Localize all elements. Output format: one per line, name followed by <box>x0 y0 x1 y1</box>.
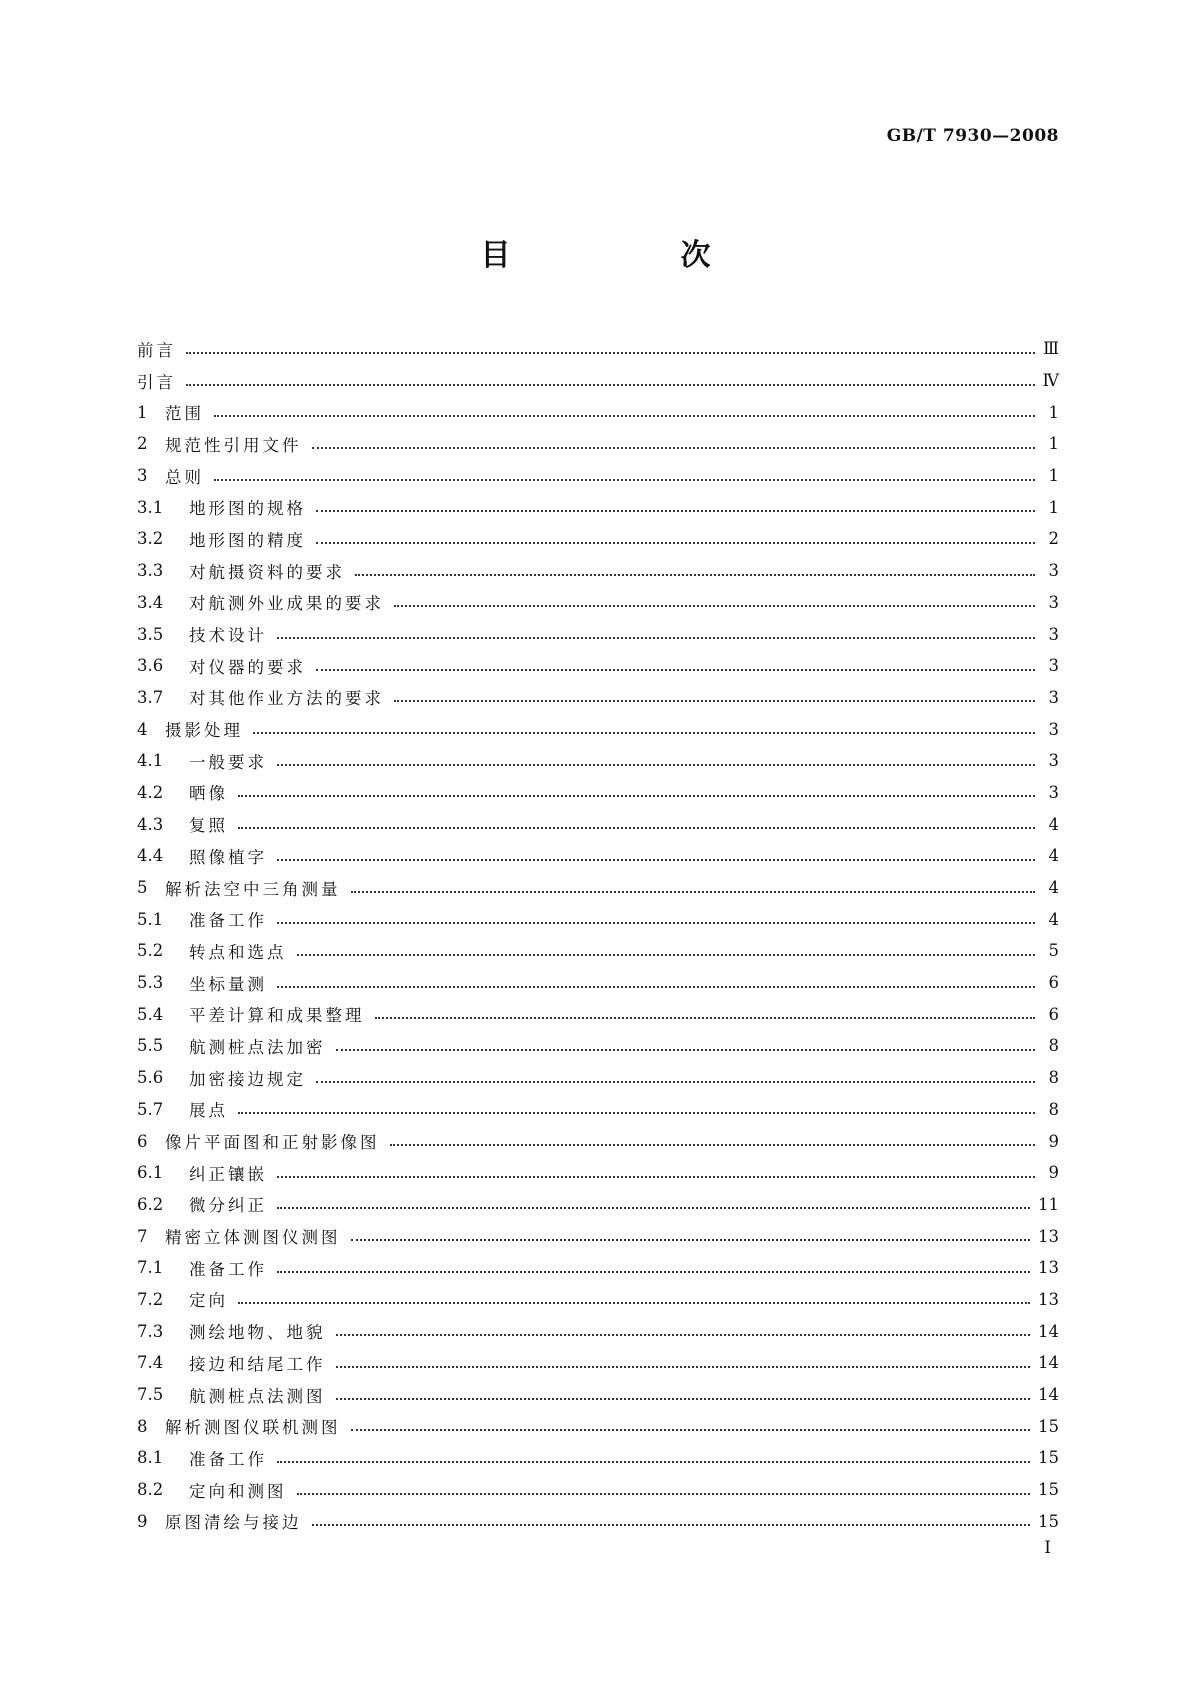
toc-entry-number: 5.5 <box>137 1036 164 1056</box>
toc-entry[interactable] <box>137 460 1059 492</box>
toc-entry-title: 规范性引用文件 <box>165 435 302 455</box>
toc-entry-title: 解析法空中三角测量 <box>165 879 341 899</box>
toc-entry[interactable] <box>137 1505 1059 1537</box>
toc-entry-number: 5 <box>137 878 148 898</box>
toc-leader-dots <box>351 891 1036 893</box>
toc-entry-page: 14 <box>1038 1353 1059 1373</box>
toc-entry-page: 9 <box>1048 1163 1059 1183</box>
toc-entry[interactable] <box>137 396 1059 428</box>
toc-entry-title: 总则 <box>165 467 204 487</box>
toc-entry[interactable] <box>137 1347 1059 1379</box>
toc-leader-dots <box>277 859 1035 861</box>
toc-leader-dots <box>238 795 1035 797</box>
toc-leader-dots <box>316 669 1035 671</box>
toc-leader-dots <box>214 479 1035 481</box>
toc-leader-dots <box>277 637 1035 639</box>
toc-entry[interactable] <box>137 872 1059 904</box>
toc-entry-page: 3 <box>1048 561 1059 581</box>
toc-entry-title: 技术设计 <box>189 626 267 646</box>
toc-entry-number: 4.3 <box>137 814 164 834</box>
toc-leader-dots <box>336 1049 1036 1051</box>
toc-entry-title: 对仪器的要求 <box>189 657 306 677</box>
toc-entry-number: 6.2 <box>137 1194 164 1214</box>
toc-entry-number: 4.2 <box>137 782 164 802</box>
toc-entry-page: 8 <box>1048 1068 1059 1088</box>
toc-entry-page: 4 <box>1048 846 1059 866</box>
toc-entry[interactable] <box>137 1030 1059 1062</box>
toc-entry-number: 3.5 <box>137 624 164 644</box>
toc-leader-dots <box>297 1493 1031 1495</box>
toc-entry-number: 9 <box>137 1511 148 1531</box>
toc-entry-title: 一般要求 <box>189 752 267 772</box>
toc-entry[interactable] <box>137 523 1059 555</box>
toc-entry-number: 3.2 <box>137 529 164 549</box>
toc-entry[interactable] <box>137 1410 1059 1442</box>
toc-entry-title: 定向 <box>189 1291 228 1311</box>
toc-entry[interactable] <box>137 1125 1059 1157</box>
toc-entry-title: 解析测图仪联机测图 <box>165 1418 341 1438</box>
toc-entry-title: 摄影处理 <box>165 721 243 741</box>
toc-entry-number: 5.3 <box>137 973 164 993</box>
toc-entry-title: 地形图的规格 <box>189 499 306 519</box>
toc-entry-title: 晒像 <box>189 784 228 804</box>
toc-leader-dots <box>277 764 1035 766</box>
toc-entry-page: 15 <box>1038 1480 1059 1500</box>
toc-entry-number: 3.4 <box>137 592 164 612</box>
toc-entry-number: 7.2 <box>137 1289 164 1309</box>
table-of-contents <box>137 333 1059 1537</box>
toc-entry[interactable] <box>137 967 1059 999</box>
toc-entry-title: 测绘地物、地貌 <box>189 1323 326 1343</box>
toc-leader-dots <box>277 986 1035 988</box>
toc-entry-page: 15 <box>1038 1416 1059 1436</box>
toc-entry-title: 加密接边规定 <box>189 1069 306 1089</box>
toc-entry[interactable] <box>137 935 1059 967</box>
toc-entry-page: 11 <box>1038 1194 1059 1214</box>
toc-entry-number: 7 <box>137 1226 148 1246</box>
toc-title: 目 次 <box>480 238 781 273</box>
toc-entry-number: 5.7 <box>137 1099 164 1119</box>
toc-entry-title: 准备工作 <box>189 1449 267 1469</box>
toc-entry-number: 5.2 <box>137 941 164 961</box>
toc-entry-title: 精密立体测图仪测图 <box>165 1228 341 1248</box>
toc-entry[interactable] <box>137 1220 1059 1252</box>
toc-entry-title: 对航测外业成果的要求 <box>189 594 384 614</box>
toc-entry-number: 3.6 <box>137 656 164 676</box>
toc-entry-page: 6 <box>1048 1004 1059 1024</box>
toc-leader-dots <box>312 1524 1031 1526</box>
toc-entry-number: 7.1 <box>137 1258 164 1278</box>
toc-entry-title: 定向和测图 <box>189 1481 287 1501</box>
toc-entry[interactable] <box>137 428 1059 460</box>
toc-entry-page: 3 <box>1048 687 1059 707</box>
toc-entry-number: 5.6 <box>137 1068 164 1088</box>
toc-leader-dots <box>312 447 1036 449</box>
toc-entry-title: 接边和结尾工作 <box>189 1354 326 1374</box>
toc-entry-page: 4 <box>1048 814 1059 834</box>
toc-entry[interactable] <box>137 903 1059 935</box>
toc-entry-page: 14 <box>1038 1385 1059 1405</box>
toc-leader-dots <box>277 1271 1030 1273</box>
toc-entry-title: 前言 <box>137 340 176 360</box>
toc-leader-dots <box>253 732 1035 734</box>
toc-entry-page: 9 <box>1048 1131 1059 1151</box>
toc-entry-title: 复照 <box>189 816 228 836</box>
toc-entry-page: 8 <box>1048 1036 1059 1056</box>
toc-entry-number: 8 <box>137 1416 148 1436</box>
toc-entry-number: 4 <box>137 719 148 739</box>
toc-entry-page: Ⅲ <box>1043 339 1059 359</box>
toc-leader-dots <box>277 1176 1035 1178</box>
toc-entry[interactable] <box>137 587 1059 619</box>
toc-leader-dots <box>238 1302 1030 1304</box>
toc-entry-title: 展点 <box>189 1101 228 1121</box>
toc-entry[interactable] <box>137 1284 1059 1316</box>
document-code: GB/T 7930—2008 <box>886 126 1059 146</box>
toc-entry-page: 13 <box>1038 1226 1059 1246</box>
toc-entry-title: 航测桩点法测图 <box>189 1386 326 1406</box>
toc-entry-page: 4 <box>1048 878 1059 898</box>
toc-leader-dots <box>351 1239 1031 1241</box>
toc-entry-page: 13 <box>1038 1258 1059 1278</box>
toc-entry-title: 地形图的精度 <box>189 530 306 550</box>
toc-leader-dots <box>336 1398 1031 1400</box>
toc-entry-number: 3.1 <box>137 497 164 517</box>
toc-entry-number: 8.1 <box>137 1448 164 1468</box>
footer-page-number: I <box>1044 1538 1051 1558</box>
toc-entry[interactable] <box>137 808 1059 840</box>
toc-entry[interactable] <box>137 1442 1059 1474</box>
toc-entry-title: 坐标量测 <box>189 974 267 994</box>
toc-entry-page: 3 <box>1048 782 1059 802</box>
toc-entry-title: 对其他作业方法的要求 <box>189 689 384 709</box>
toc-entry-title: 转点和选点 <box>189 942 287 962</box>
toc-leader-dots <box>375 1017 1036 1019</box>
toc-entry[interactable] <box>137 998 1059 1030</box>
toc-leader-dots <box>394 605 1035 607</box>
toc-entry[interactable] <box>137 618 1059 650</box>
toc-entry-number: 1 <box>137 402 148 422</box>
toc-entry-page: 1 <box>1048 434 1059 454</box>
toc-entry-page: 15 <box>1038 1448 1059 1468</box>
toc-entry[interactable] <box>137 682 1059 714</box>
toc-entry[interactable] <box>137 333 1059 365</box>
toc-leader-dots <box>277 1461 1030 1463</box>
toc-entry-title: 准备工作 <box>189 1259 267 1279</box>
toc-entry-page: 3 <box>1048 656 1059 676</box>
toc-leader-dots <box>336 1334 1031 1336</box>
toc-entry[interactable] <box>137 1157 1059 1189</box>
toc-entry[interactable] <box>137 1189 1059 1221</box>
toc-entry-number: 7.3 <box>137 1321 164 1341</box>
toc-entry[interactable] <box>137 1062 1059 1094</box>
toc-entry[interactable] <box>137 1315 1059 1347</box>
toc-entry[interactable] <box>137 1474 1059 1506</box>
toc-entry-number: 7.4 <box>137 1353 164 1373</box>
toc-entry-page: 3 <box>1048 592 1059 612</box>
toc-entry-number: 3.7 <box>137 687 164 707</box>
toc-leader-dots <box>351 1429 1031 1431</box>
toc-leader-dots <box>316 1081 1035 1083</box>
toc-entry-title: 纠正镶嵌 <box>189 1164 267 1184</box>
toc-entry-page: 3 <box>1048 719 1059 739</box>
toc-entry-page: 1 <box>1048 466 1059 486</box>
toc-leader-dots <box>390 1144 1036 1146</box>
toc-entry-title: 对航摄资料的要求 <box>189 562 345 582</box>
toc-entry-page: 1 <box>1048 497 1059 517</box>
toc-entry-page: 2 <box>1048 529 1059 549</box>
toc-leader-dots <box>355 574 1035 576</box>
toc-entry-title: 照像植字 <box>189 847 267 867</box>
toc-entry-number: 4.4 <box>137 846 164 866</box>
toc-entry-title: 引言 <box>137 372 176 392</box>
toc-entry-page: 8 <box>1048 1099 1059 1119</box>
toc-entry-number: 5.4 <box>137 1004 164 1024</box>
toc-entry-page: 5 <box>1048 941 1059 961</box>
toc-entry-page: Ⅳ <box>1042 371 1059 391</box>
toc-entry[interactable] <box>137 1252 1059 1284</box>
toc-entry-number: 5.1 <box>137 909 164 929</box>
toc-entry[interactable] <box>137 491 1059 523</box>
toc-entry[interactable] <box>137 650 1059 682</box>
toc-leader-dots <box>238 827 1035 829</box>
toc-leader-dots <box>186 352 1035 354</box>
toc-leader-dots <box>238 1112 1035 1114</box>
toc-entry-page: 4 <box>1048 909 1059 929</box>
toc-leader-dots <box>316 510 1035 512</box>
toc-entry-page: 3 <box>1048 751 1059 771</box>
toc-leader-dots <box>316 542 1035 544</box>
toc-leader-dots <box>394 700 1035 702</box>
toc-entry-number: 3 <box>137 466 148 486</box>
toc-entry-title: 准备工作 <box>189 911 267 931</box>
toc-leader-dots <box>297 954 1036 956</box>
toc-entry-page: 14 <box>1038 1321 1059 1341</box>
toc-entry-title: 航测桩点法加密 <box>189 1037 326 1057</box>
toc-entry[interactable] <box>137 840 1059 872</box>
toc-entry[interactable] <box>137 555 1059 587</box>
toc-entry-page: 3 <box>1048 624 1059 644</box>
toc-entry-page: 15 <box>1038 1511 1059 1531</box>
toc-entry[interactable] <box>137 1379 1059 1411</box>
toc-leader-dots <box>336 1366 1031 1368</box>
toc-entry-number: 6.1 <box>137 1163 164 1183</box>
toc-entry[interactable] <box>137 745 1059 777</box>
toc-entry-title: 平差计算和成果整理 <box>189 1006 365 1026</box>
toc-entry-title: 微分纠正 <box>189 1196 267 1216</box>
toc-entry-page: 1 <box>1048 402 1059 422</box>
toc-entry-number: 2 <box>137 434 148 454</box>
toc-entry[interactable] <box>137 365 1059 397</box>
toc-entry-number: 3.3 <box>137 561 164 581</box>
toc-entry-page: 13 <box>1038 1289 1059 1309</box>
toc-entry[interactable] <box>137 777 1059 809</box>
toc-entry-number: 4.1 <box>137 751 164 771</box>
toc-entry-title: 像片平面图和正射影像图 <box>165 1133 380 1153</box>
toc-leader-dots <box>186 384 1035 386</box>
toc-entry-number: 7.5 <box>137 1385 164 1405</box>
toc-leader-dots <box>277 922 1035 924</box>
toc-leader-dots <box>277 1207 1030 1209</box>
toc-entry-number: 6 <box>137 1131 148 1151</box>
toc-entry-title: 原图清绘与接边 <box>165 1513 302 1533</box>
toc-leader-dots <box>214 415 1035 417</box>
toc-entry-title: 范围 <box>165 404 204 424</box>
toc-entry[interactable] <box>137 1094 1059 1126</box>
toc-entry-page: 6 <box>1048 973 1059 993</box>
toc-entry[interactable] <box>137 713 1059 745</box>
toc-entry-number: 8.2 <box>137 1480 164 1500</box>
